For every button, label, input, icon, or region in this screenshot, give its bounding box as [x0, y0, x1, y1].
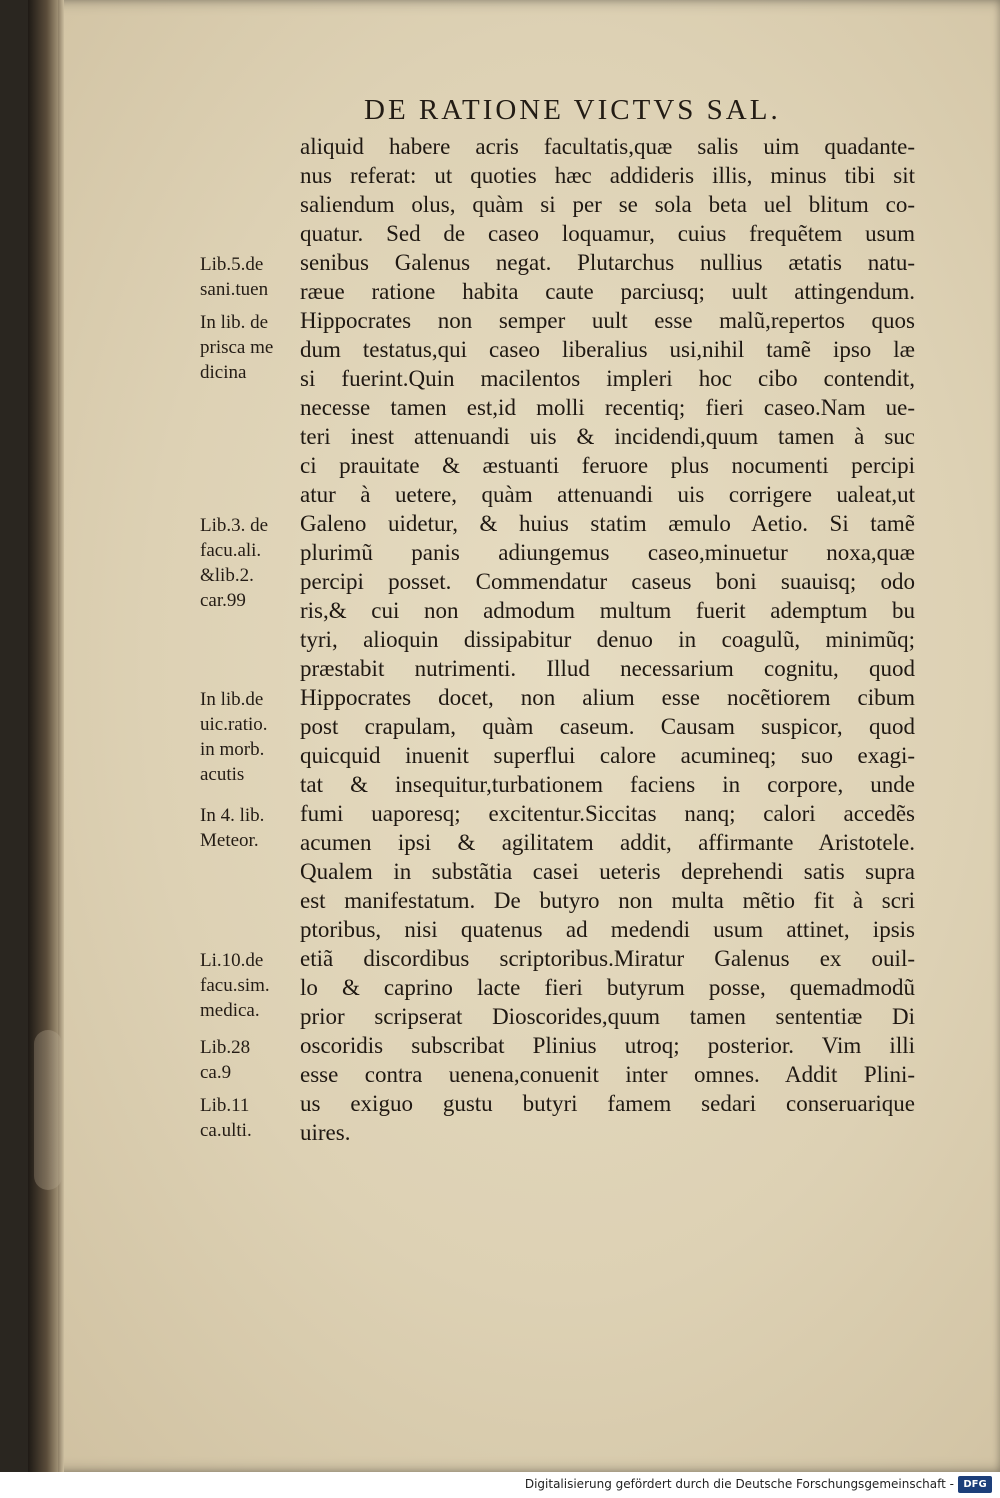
- margin-note-line: ca.9: [200, 1062, 232, 1083]
- text-line: Galeno uidetur, & huius statim æmulo Aetio. Si tamẽ: [300, 511, 915, 536]
- margin-note-line: sani.tuen: [200, 279, 269, 300]
- margin-note: [200, 948, 300, 1023]
- margin-note-line: Lib.28: [200, 1037, 251, 1058]
- margin-note: [200, 687, 300, 787]
- margin-note-line: &lib.2.: [200, 565, 254, 586]
- margin-note-line: In lib. de: [200, 312, 269, 333]
- margin-note: [200, 513, 300, 613]
- text-line: lo & caprino lacte fieri butyrum posse, quemadmodũ: [300, 975, 915, 1000]
- running-title: DE RATIONE VICTVS SAL.: [364, 94, 781, 126]
- margin-note-line: in morb.: [200, 739, 265, 760]
- text-line: tyri, alioquin dissipabitur denuo in coagulũ, minimũq;: [300, 627, 915, 652]
- text-line: si fuerint.Quin macilentos impleri hoc cibo contendit,: [300, 366, 915, 391]
- text-line: aliquid habere acris facultatis,quæ salis uim quadante-: [300, 134, 915, 159]
- margin-note-line: facu.sim.: [200, 975, 270, 996]
- text-line: saliendum olus, quàm si per se sola beta uel blitum co-: [300, 192, 915, 217]
- margin-note: [200, 252, 300, 302]
- text-line: etiã discordibus scriptoribus.Miratur Galenus ex ouil-: [300, 946, 915, 971]
- dfg-logo: DFG: [958, 1476, 992, 1493]
- text-line: necesse tamen est,id molli recentiq; fieri caseo.Nam ue-: [300, 395, 915, 420]
- text-line: plurimũ panis adiungemus caseo,minuetur noxa,quæ: [300, 540, 915, 565]
- margin-note-line: Lib.5.de: [200, 254, 264, 275]
- margin-note-line: Li.10.de: [200, 950, 264, 971]
- text-line: Hippocrates non semper uult esse malũ,repertos quos: [300, 308, 915, 333]
- text-line: ræue ratione habita caute parciusq; uult attingendum.: [300, 279, 915, 304]
- text-line: fumi uaporesq; excitentur.Siccitas nanq; calori accedẽs: [300, 801, 915, 826]
- text-line: us exiguo gustu butyri famem sedari conseruarique: [300, 1091, 915, 1116]
- page-edge: [58, 0, 64, 1472]
- text-line: quicquid inuenit superflui calore acumineq; suo exagi-: [300, 743, 915, 768]
- margin-note-line: In 4. lib.: [200, 805, 265, 826]
- text-line: Qualem in substãtia casei ueteris deprehendi satis supra: [300, 859, 915, 884]
- text-line: senibus Galenus negat. Plutarchus nullius ætatis natu-: [300, 250, 915, 275]
- margin-note-line: medica.: [200, 1000, 260, 1021]
- margin-note: [200, 1093, 300, 1143]
- margin-note-line: uic.ratio.: [200, 714, 268, 735]
- margin-note: [200, 310, 300, 385]
- margin-note-line: ca.ulti.: [200, 1120, 252, 1141]
- funding-notice: Digitalisierung gefördert durch die Deutsche Forschungsgemeinschaft -: [524, 1477, 954, 1491]
- text-line: uires.: [300, 1120, 351, 1145]
- text-line: ris,& cui non admodum multum fuerit ademptum bu: [300, 598, 915, 623]
- text-line: teri inest attenuandi uis & incidendi,quum tamen à suc: [300, 424, 915, 449]
- text-line: præstabit nutrimenti. Illud necessarium cognitu, quod: [300, 656, 915, 681]
- text-line: ci prauitate & æstuanti feruore plus nocumenti percipi: [300, 453, 915, 478]
- text-line: tat & insequitur,turbationem faciens in corpore, unde: [300, 772, 915, 797]
- margin-note-line: Lib.11: [200, 1095, 250, 1116]
- margin-note-line: Meteor.: [200, 830, 259, 851]
- text-line: Hippocrates docet, non alium esse nocẽtiorem cibum: [300, 685, 915, 710]
- text-line: quatur. Sed de caseo loquamur, cuius frequẽtem usum: [300, 221, 915, 246]
- binding-clasp: [34, 1030, 62, 1190]
- text-line: oscoridis subscribat Plinius utroq; posterior. Vim illi: [300, 1033, 915, 1058]
- text-line: percipi posset. Commendatur caseus boni suauisq; odo: [300, 569, 915, 594]
- text-line: esse contra uenena,conuenit inter omnes. Addit Plini-: [300, 1062, 915, 1087]
- margin-note-line: In lib.de: [200, 689, 264, 710]
- margin-note-line: facu.ali.: [200, 540, 262, 561]
- text-line: nus referat: ut quoties hæc addideris illis, minus tibi sit: [300, 163, 915, 188]
- text-line: post crapulam, quàm caseum. Causam suspicor, quod: [300, 714, 915, 739]
- text-line: est manifestatum. De butyro non multa mẽtio fit à scri: [300, 888, 915, 913]
- margin-note-line: dicina: [200, 362, 247, 383]
- margin-note-line: acutis: [200, 764, 245, 785]
- footer-bar: [0, 1472, 1000, 1498]
- text-line: atur à uetere, quàm attenuandi uis corrigere ualeat,ut: [300, 482, 915, 507]
- margin-note-line: prisca me: [200, 337, 274, 358]
- margin-note-line: car.99: [200, 590, 246, 611]
- text-line: prior scripserat Dioscorides,quum tamen sententiæ Di: [300, 1004, 915, 1029]
- text-line: dum testatus,qui caseo liberalius usi,nihil tamẽ ipso læ: [300, 337, 915, 362]
- margin-note-line: Lib.3. de: [200, 515, 269, 536]
- margin-note: [200, 803, 300, 853]
- margin-note: [200, 1035, 300, 1085]
- text-line: acumen ipsi & agilitatem addit, affirmante Aristotele.: [300, 830, 915, 855]
- text-line: ptoribus, nisi quatenus ad medendi usum attinet, ipsis: [300, 917, 915, 942]
- book-spine: [28, 0, 62, 1472]
